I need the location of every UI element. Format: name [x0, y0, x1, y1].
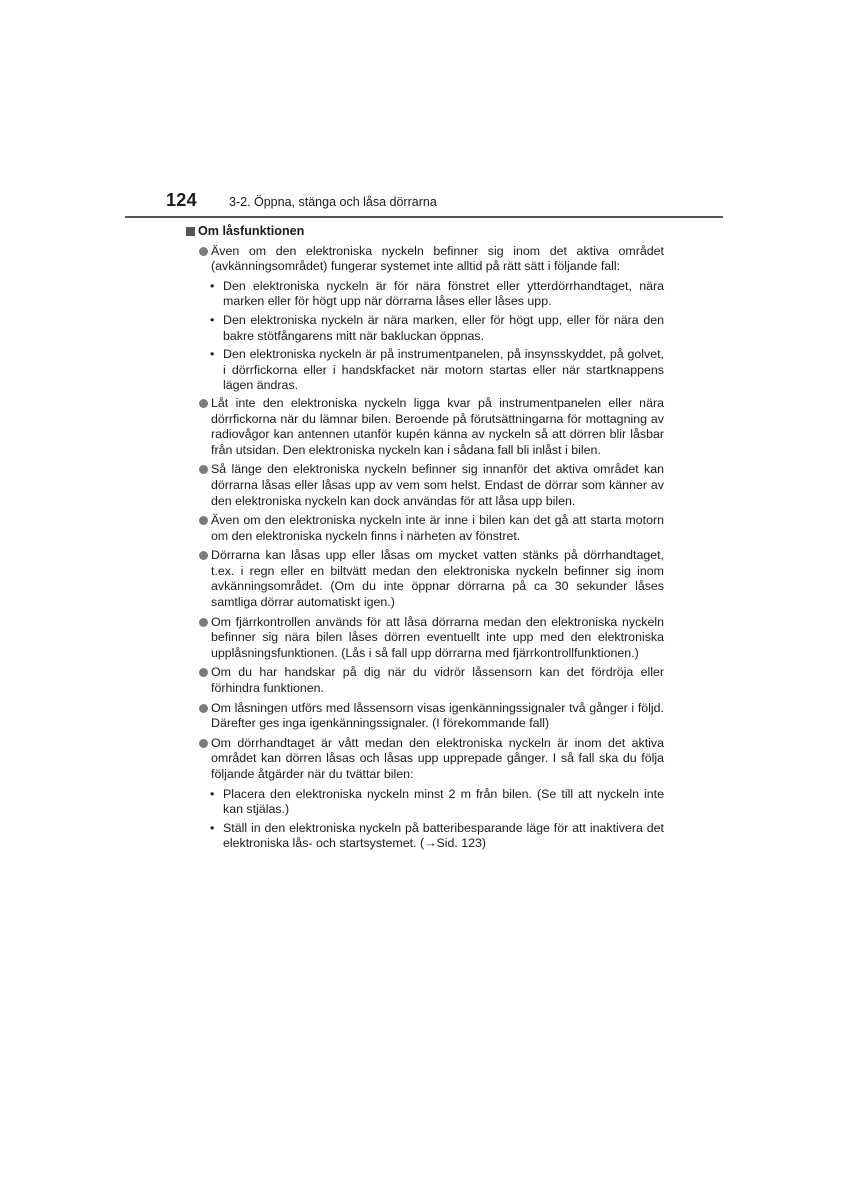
dot-bullet-icon: • — [210, 312, 215, 327]
list-item — [186, 701, 664, 732]
circle-bullet-icon — [199, 551, 208, 560]
list-item — [186, 736, 664, 783]
circle-bullet-icon — [199, 465, 208, 474]
sub-item — [186, 313, 664, 344]
dot-bullet-icon: • — [210, 786, 215, 801]
list-item — [186, 665, 664, 696]
sub-item-text: Placera den elektroniska nyckeln minst 2 m från bilen. (Se till att nyckeln inte kan stjälas.) — [223, 786, 664, 817]
list-item-text: Så länge den elektroniska nyckeln befinner sig innanför det aktiva området kan dörrarna låsas eller låsas upp av vem som helst. Endast de dörrar som känner av den elektroniska nyckeln kan dock användas för att låsa upp bilen. — [211, 462, 664, 508]
list-item-text: Om du har handskar på dig när du vidrör låssensorn kan det fördröja eller förhindra funktionen. — [211, 665, 664, 696]
chapter-title: 3-2. Öppna, stänga och låsa dörrarna — [229, 195, 437, 209]
list-item — [186, 462, 664, 509]
list-item — [186, 548, 664, 610]
page-number: 124 — [166, 190, 197, 210]
list-item — [186, 615, 664, 662]
list-item-text: Även om den elektroniska nyckeln befinner sig inom det aktiva området (avkänningsområdet) fungerar systemet inte alltid på rätt sätt i följande fall: — [211, 243, 664, 274]
header-rule — [125, 216, 723, 218]
list-item-text: Även om den elektroniska nyckeln inte är inne i bilen kan det gå att starta motorn om den elektroniska nyckeln finns i närheten av fönstret. — [211, 513, 664, 543]
list-item-text: Låt inte den elektroniska nyckeln ligga kvar på instrumentpanelen eller nära dörrfickorna när du lämnar bilen. Beroende på förutsättningarna för mottagning av radiovågor kan antennen utanför kupén känna av nyckeln så att dörren blir låsbar från utsidan. Den elektroniska nyckeln kan i sådana fall bli inlåst i bilen. — [211, 395, 664, 457]
section-heading — [186, 224, 664, 240]
dot-bullet-icon: • — [210, 278, 215, 293]
circle-bullet-icon — [199, 618, 208, 627]
circle-bullet-icon — [199, 516, 208, 525]
sub-item-text: Ställ in den elektroniska nyckeln på batteribesparande läge för att inaktivera det elektroniska lås- och startsystemet. (→Sid. 123) — [223, 820, 664, 851]
circle-bullet-icon — [199, 704, 208, 713]
square-bullet-icon — [186, 227, 195, 236]
list-item — [186, 396, 664, 458]
circle-bullet-icon — [199, 247, 208, 256]
circle-bullet-icon — [199, 739, 208, 748]
circle-bullet-icon — [199, 399, 208, 408]
circle-bullet-icon — [199, 668, 208, 677]
sub-item-text: Den elektroniska nyckeln är nära marken, eller för högt upp, eller för nära den bakre stötfångarens mitt när bakluckan öppnas. — [223, 312, 664, 343]
dot-bullet-icon: • — [210, 347, 215, 362]
sub-item-text: Den elektroniska nyckeln är på instrumentpanelen, på insynsskyddet, på golvet, i dörrfickorna eller i handskfacket när motorn startas eller när startknappens lägen ändras. — [223, 347, 664, 393]
list-item — [186, 244, 664, 275]
section-content — [186, 224, 664, 854]
item-list — [186, 244, 664, 852]
sub-item — [186, 787, 664, 818]
section-title-text: Om låsfunktionen — [198, 224, 305, 238]
dot-bullet-icon: • — [210, 820, 215, 835]
list-item-text: Om låsningen utförs med låssensorn visas igenkänningssignaler två gånger i följd. Därefter ges inga igenkänningssignaler. (I förekommande fall) — [211, 700, 664, 731]
list-item-text: Om dörrhandtaget är vått medan den elektroniska nyckeln är inom det aktiva området kan dörren låsas och låsas upp upprepade gånger. I så fall ska du följa följande åtgärder när du tvättar bilen: — [211, 735, 664, 781]
sub-item — [186, 821, 664, 852]
list-item-text: Om fjärrkontrollen används för att låsa dörrarna medan den elektroniska nyckeln befinner sig nära bilen låses dörren eventuellt inte upp med den elektroniska upplåsningsfunktionen. (Lås i så fall upp dörrarna med fjärrkontrollfunktionen.) — [211, 614, 664, 660]
page-header — [0, 0, 848, 220]
sub-item — [186, 347, 664, 394]
sub-item-text: Den elektroniska nyckeln är för nära fönstret eller ytterdörrhandtaget, nära marken eller för högt upp när dörrarna låses eller låses upp. — [223, 278, 664, 309]
list-item-text: Dörrarna kan låsas upp eller låsas om mycket vatten stänks på dörrhandtaget, t.ex. i regn eller en biltvätt medan den elektroniska nyckeln befinner sig inom avkänningsområdet. (Om du inte öppnar dörrarna på ca 30 sekunder låses samtliga dörrar automatiskt igen.) — [211, 548, 664, 610]
sub-item — [186, 279, 664, 310]
list-item — [186, 513, 664, 544]
